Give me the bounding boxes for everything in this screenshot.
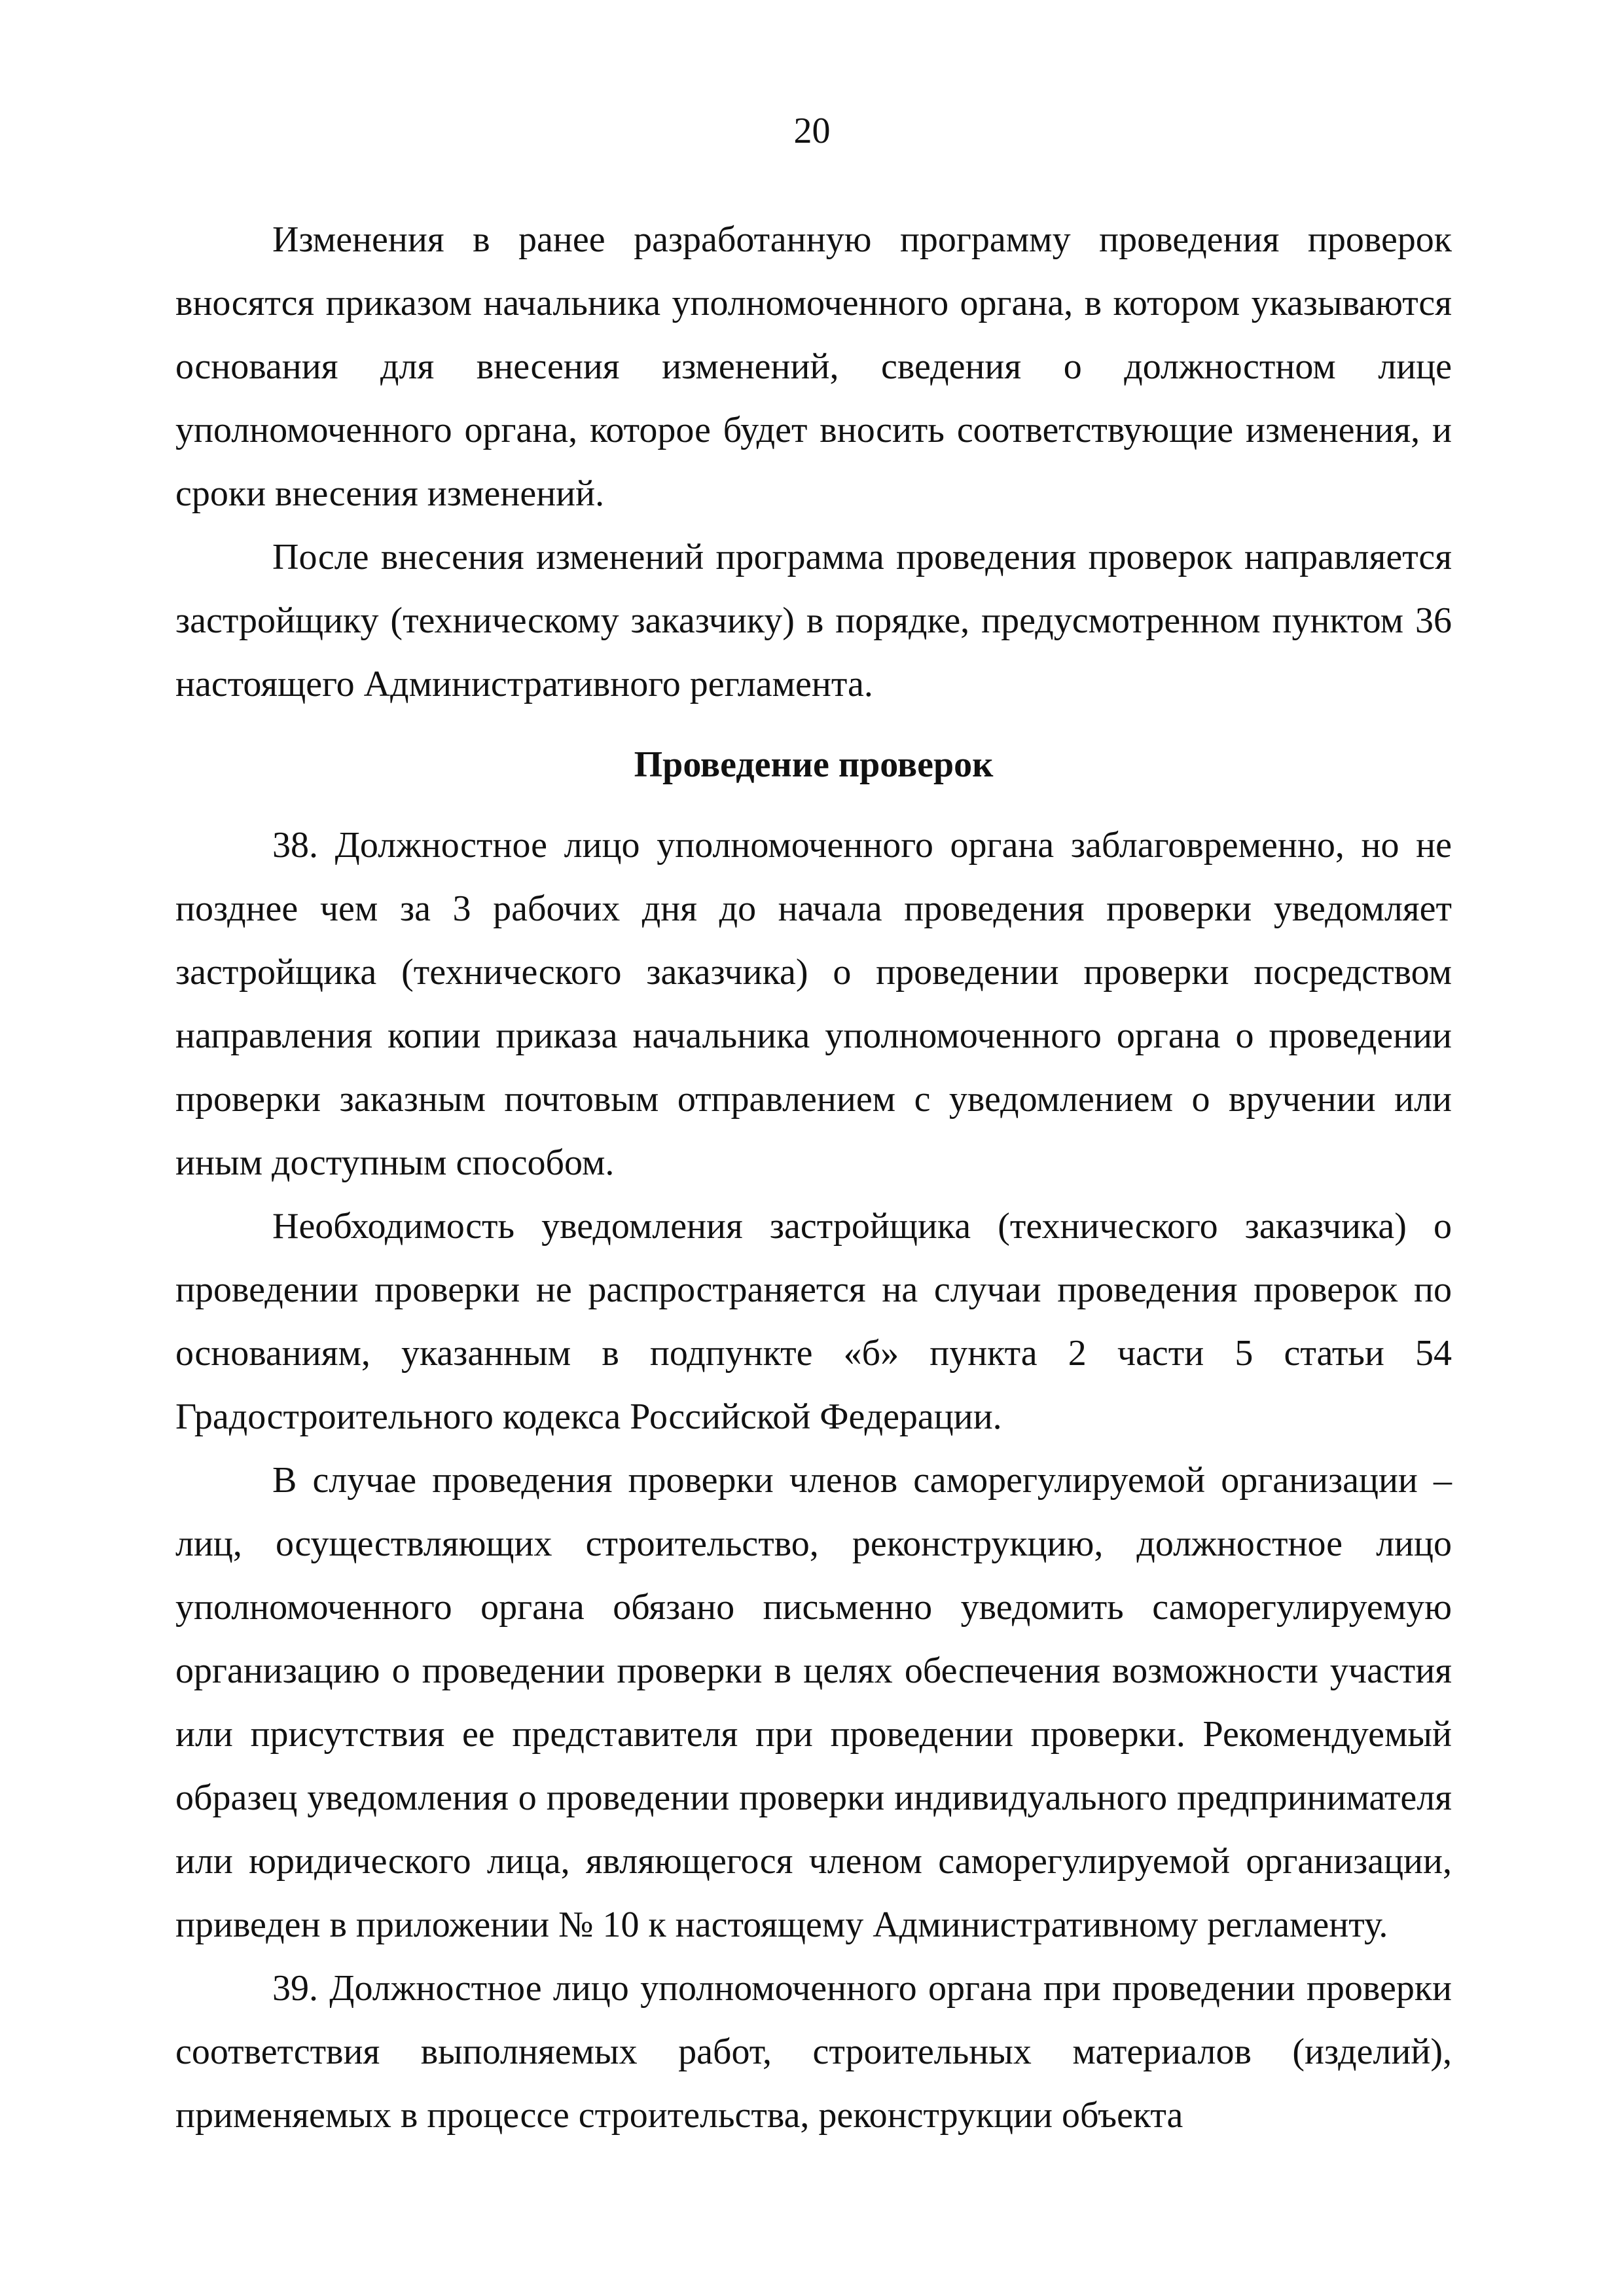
paragraph-notification-exception: Необходимость уведомления застройщика (технического заказчика) о проведении проверки не распространяется на случаи проведения проверок по основаниям, указанным в подпункте «б» пункта 2 части 5 статьи 54 Градостроительного кодекса Российской Федерации. — [175, 1206, 1452, 1437]
page-number: 20 — [793, 111, 831, 151]
paragraph-item-39: 39. Должностное лицо уполномоченного органа при проведении проверки соответствия выполняемых работ, строительных материалов (изделий), применяемых в процессе строительства, реконструкции объекта — [175, 1968, 1452, 2136]
paragraph-program-changes: Изменения в ранее разработанную программу проведения проверок вносятся приказом начальника уполномоченного органа, в котором указываются основания для внесения изменений, сведения о должностном лице уполномоченного органа, которое будет вносить соответствующие изменения, и сроки внесения изменений. — [175, 219, 1452, 514]
document-body — [175, 208, 1452, 2147]
paragraph-program-sent: После внесения изменений программа проведения проверок направляется застройщику (техническому заказчику) в порядке, предусмотренном пунктом 36 настоящего Административного регламента. — [175, 537, 1452, 704]
paragraph-sro-notification: В случае проведения проверки членов саморегулируемой организации – лиц, осуществляющих строительство, реконструкцию, должностное лицо уполномоченного органа обязано письменно уведомить саморегулируемую организацию о проведении проверки в целях обеспечения возможности участия или присутствия ее представителя при проведении проверки. Рекомендуемый образец уведомления о проведении проверки индивидуального предпринимателя или юридического лица, являющегося членом саморегулируемой организации, приведен в приложении № 10 к настоящему Административному регламенту. — [175, 1460, 1452, 1945]
paragraph-item-38: 38. Должностное лицо уполномоченного органа заблаговременно, но не позднее чем за 3 рабочих дня до начала проведения проверки уведомляет застройщика (технического заказчика) о проведении проверки посредством направления копии приказа начальника уполномоченного органа о проведении проверки заказным почтовым отправлением с уведомлением о вручении или иным доступным способом. — [175, 825, 1452, 1183]
section-heading: Проведение проверок — [634, 744, 994, 785]
